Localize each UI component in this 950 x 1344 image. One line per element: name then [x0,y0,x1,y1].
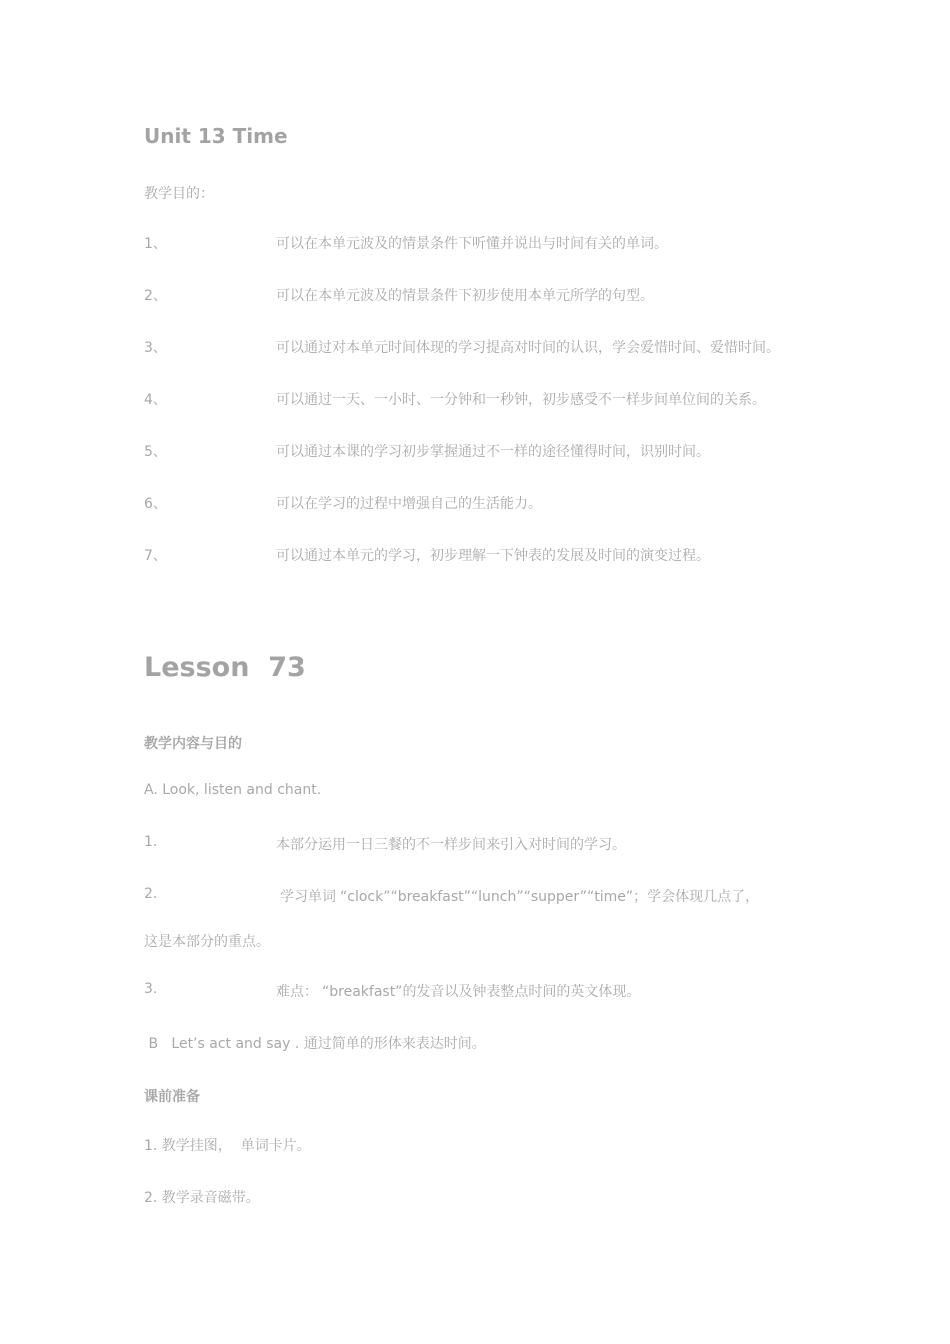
objectives-label: 教学目的： [144,186,214,202]
section-a-text [280,886,759,906]
objective-text: 可以通过本单元的学习，初步理解一下钟表的发展及时间的演变过程。 [276,548,710,564]
objective-text: 可以在学习的过程中增强自己的生活能力。 [276,496,542,512]
objective-number: 3、 [144,340,167,356]
section-b-text: 通过简单的形体来表达时间。 [299,1036,486,1052]
prep-number: 1. [144,1138,158,1154]
section-a-number: 1. [144,834,158,850]
section-a-heading: A. Look, listen and chant. [144,782,322,798]
prep-number: 2. [144,1190,158,1206]
section-a-text-prefix: 学习单词 [280,889,336,905]
objective-text: 可以通过本课的学习初步掌握通过不一样的途径懂得时间，识别时间。 [276,444,710,460]
section-b-heading: B Let’s act and say . [144,1036,300,1052]
section-a-text-words: “clock”“breakfast”“lunch”“supper”“time” [340,889,634,905]
objective-text: 可以在本单元波及的情景条件下初步使用本单元所学的句型。 [276,288,654,304]
content-heading: 教学内容与目的 [144,736,242,752]
objective-text: 可以在本单元波及的情景条件下听懂并说出与时间有关的单词。 [276,236,668,252]
section-a-text: 本部分运用一日三餐的不一样步间来引入对时间的学习。 [276,837,626,853]
prep-heading: 课前准备 [144,1089,200,1105]
unit-title: Unit 13 Time [144,124,288,148]
section-a-number: 3. [144,981,158,997]
objective-number: 5、 [144,444,167,460]
section-a-text-suffix: 的发音以及钟表整点时间的英文体现。 [402,984,641,1000]
prep-item [144,1135,311,1155]
prep-text: 教学录音磁带。 [157,1190,260,1206]
section-a-text-suffix: ；学会体现几点了， [633,889,760,905]
objective-text: 可以通过对本单元时间体现的学习提高对时间的认识，学会爱惜时间、爱惜时间。 [276,340,780,356]
section-a-text-continuation: 这是本部分的重点。 [144,934,270,950]
objective-number: 4、 [144,392,167,408]
section-a-number: 2. [144,886,158,902]
section-a-text [276,981,640,1001]
section-a-text-words: “breakfast” [322,984,403,1000]
objective-number: 2、 [144,288,167,304]
objective-number: 1、 [144,236,167,252]
section-a-text-prefix: 难点： [276,984,318,1000]
objective-number: 7、 [144,548,167,564]
prep-text: 教学挂图， 单词卡片。 [157,1138,311,1154]
prep-item [144,1187,260,1207]
objective-text: 可以通过一天、一小时、一分钟和一秒钟，初步感受不一样步间单位间的关系。 [276,392,766,408]
lesson-title: Lesson 73 [144,652,306,683]
objective-number: 6、 [144,496,167,512]
section-b-line [144,1033,486,1053]
